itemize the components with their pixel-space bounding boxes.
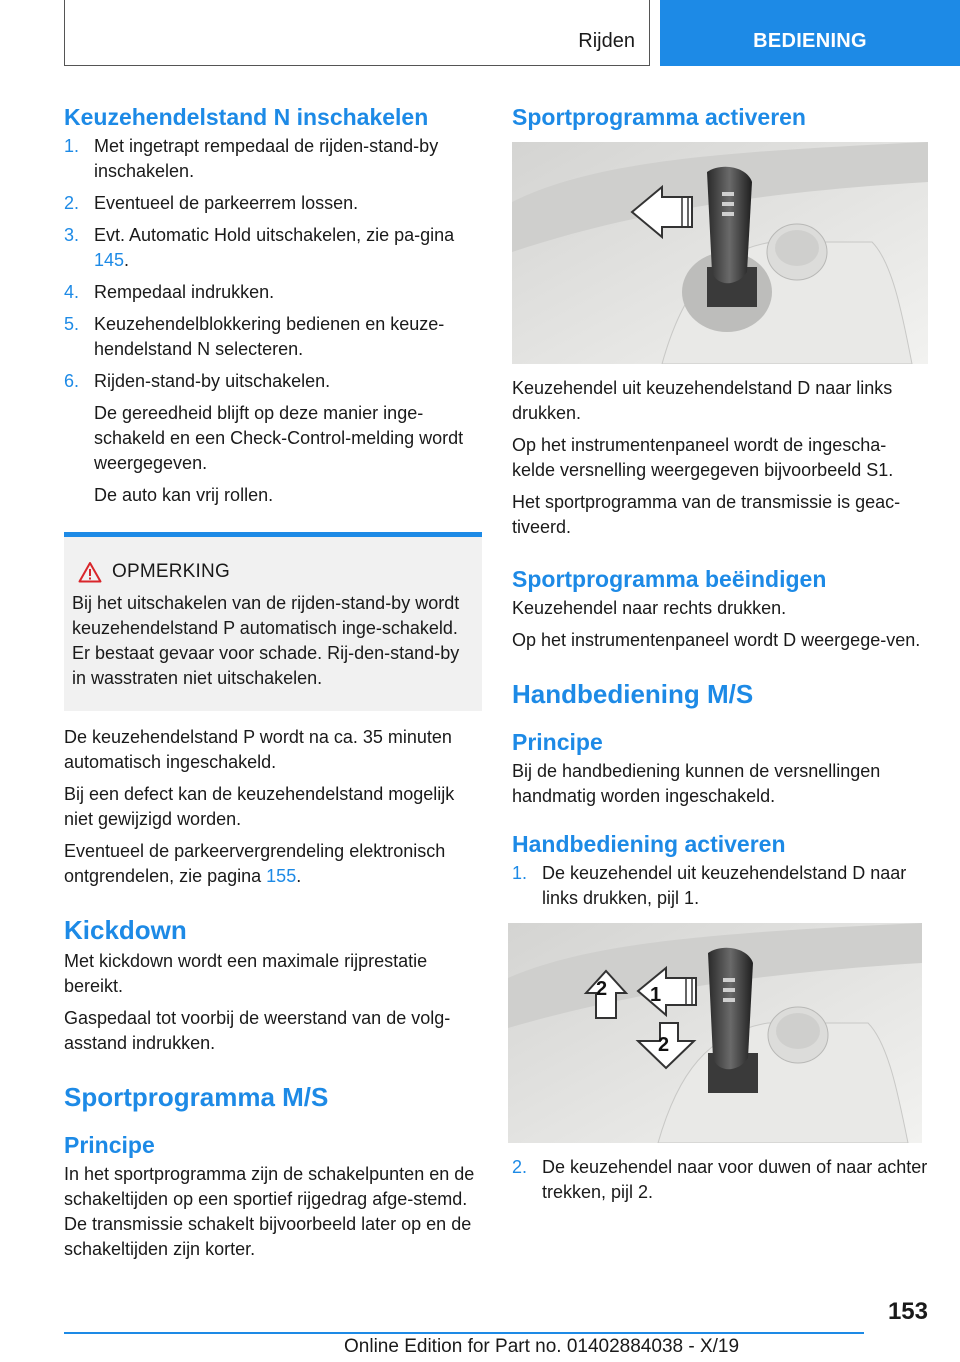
step-number: 6. xyxy=(64,371,80,391)
step-subtext: De auto kan vrij rollen. xyxy=(94,485,274,505)
list-item xyxy=(64,369,482,508)
sport-end-paragraph-2: Op het instrumentenpaneel wordt D weergege-ven. xyxy=(512,630,921,650)
gear-selector-manual-illustration xyxy=(508,923,922,1143)
manual-steps xyxy=(512,861,928,911)
page-footer xyxy=(64,1298,928,1362)
manual-activate-heading: Handbediening activeren xyxy=(512,831,786,857)
notice-header xyxy=(72,561,474,583)
step-number: 4. xyxy=(64,282,80,302)
right-column xyxy=(512,100,928,1212)
kickdown-heading: Kickdown xyxy=(64,915,187,945)
gear-selector-figure-1 xyxy=(512,142,928,364)
step-text: Met ingetrapt rempedaal de rijden-stand-by inschakelen. xyxy=(94,136,439,181)
step-number: 2. xyxy=(512,1157,528,1177)
step-number: 1. xyxy=(512,863,528,883)
sport-activate-paragraph-2: Op het instrumentenpaneel wordt de ingescha-kelde versnelling weergegeven bijvoorbeeld S1. xyxy=(512,435,894,480)
header-chapter-label: BEDIENING xyxy=(753,30,867,52)
notice-title: OPMERKING xyxy=(112,561,230,582)
list-item xyxy=(512,861,928,911)
sport-heading: Sportprogramma M/S xyxy=(64,1082,329,1112)
step-text: Keuzehendelblokkering bedienen en keuze-hendelstand N selecteren. xyxy=(94,314,445,359)
list-item xyxy=(64,280,482,305)
sport-activate-paragraph-1: Keuzehendel uit keuzehendelstand D naar links drukken. xyxy=(512,378,893,423)
gear-selector-figure-2 xyxy=(508,923,922,1143)
arrow-label-2-bottom: 2 xyxy=(658,1034,670,1056)
step-number: 3. xyxy=(64,225,80,245)
list-item xyxy=(64,134,482,184)
step-suffix: . xyxy=(124,250,130,270)
list-item xyxy=(512,1155,928,1205)
neutral-heading: Keuzehendelstand N inschakelen xyxy=(64,104,429,130)
page-link-145[interactable]: 145 xyxy=(94,250,125,270)
warning-icon xyxy=(78,561,102,583)
arrow-label-1: 1 xyxy=(650,984,662,1006)
notice-box xyxy=(64,532,482,711)
header-section-title: Rijden xyxy=(578,30,635,52)
step-subtext: De gereedheid blijft op deze manier inge-schakeld en een Check-Control-melding wordt weergegeven. xyxy=(94,403,464,473)
sport-principle-text: In het sportprogramma zijn de schakelpunten en de schakeltijden op een sportief rijgedrag afge-stemd. De transmissie schakelt bijvoorbeeld later op en de schakeltijden zijn korter. xyxy=(64,1164,475,1259)
step-text: De keuzehendel uit keuzehendelstand D naar links drukken, pijl 1. xyxy=(542,863,907,908)
kickdown-paragraph-2: Gaspedaal tot voorbij de weerstand van de volg-asstand indrukken. xyxy=(64,1008,451,1053)
manual-principle-heading: Principe xyxy=(512,729,603,755)
header-section-box xyxy=(64,0,650,66)
step-number: 1. xyxy=(64,136,80,156)
footer-edition-text: Online Edition for Part no. 01402884038 - X/19 xyxy=(344,1336,740,1357)
sport-principle-heading: Principe xyxy=(64,1132,155,1158)
footer-divider xyxy=(64,1332,864,1334)
step-text: Eventueel de parkeerrem lossen. xyxy=(94,193,359,213)
sport-end-paragraph-1: Keuzehendel naar rechts drukken. xyxy=(512,598,787,618)
step-text: Evt. Automatic Hold uitschakelen, zie pa-gina xyxy=(94,225,455,245)
neutral-steps xyxy=(64,134,482,508)
park-paragraph-1: De keuzehendelstand P wordt na ca. 35 minuten automatisch ingeschakeld. xyxy=(64,727,452,772)
list-item xyxy=(64,223,482,273)
notice-text: Bij het uitschakelen van de rijden-stand-by wordt keuzehendelstand P automatisch inge-schakeld. Er bestaat gevaar voor schade. Rij-den-stand-by in wasstraten niet uitschakelen. xyxy=(72,593,460,688)
step-text: Rijden-stand-by uitschakelen. xyxy=(94,371,331,391)
list-item xyxy=(64,191,482,216)
park-paragraph-2: Bij een defect kan de keuzehendelstand mogelijk niet gewijzigd worden. xyxy=(64,784,455,829)
arrow-label-2-top: 2 xyxy=(596,978,608,1000)
manual-principle-text: Bij de handbediening kunnen de versnellingen handmatig worden ingeschakeld. xyxy=(512,761,881,806)
list-item xyxy=(64,312,482,362)
kickdown-paragraph-1: Met kickdown wordt een maximale rijprestatie bereikt. xyxy=(64,951,428,996)
left-column xyxy=(64,100,482,1269)
sport-activate-paragraph-3: Het sportprogramma van de transmissie is geac-tiveerd. xyxy=(512,492,901,537)
step-text: Rempedaal indrukken. xyxy=(94,282,275,302)
manual-steps-continued xyxy=(512,1155,928,1205)
step-text: De keuzehendel naar voor duwen of naar achter trekken, pijl 2. xyxy=(542,1157,928,1202)
park-paragraph-3-text: Eventueel de parkeervergrendeling elektronisch ontgrendelen, zie pagina xyxy=(64,841,446,886)
sport-activate-heading: Sportprogramma activeren xyxy=(512,104,806,130)
manual-heading: Handbediening M/S xyxy=(512,679,754,709)
gear-selector-illustration xyxy=(512,142,928,364)
park-paragraph-3 xyxy=(64,839,482,889)
page-link-155[interactable]: 155 xyxy=(266,866,297,886)
page-number: 153 xyxy=(887,1298,928,1325)
header-chapter-tab xyxy=(660,0,960,66)
footer-edition xyxy=(344,1336,739,1358)
park-paragraph-3-suffix: . xyxy=(296,866,302,886)
step-number: 2. xyxy=(64,193,80,213)
step-number: 5. xyxy=(64,314,80,334)
sport-end-heading: Sportprogramma beëindigen xyxy=(512,566,827,592)
page-header xyxy=(64,0,960,66)
